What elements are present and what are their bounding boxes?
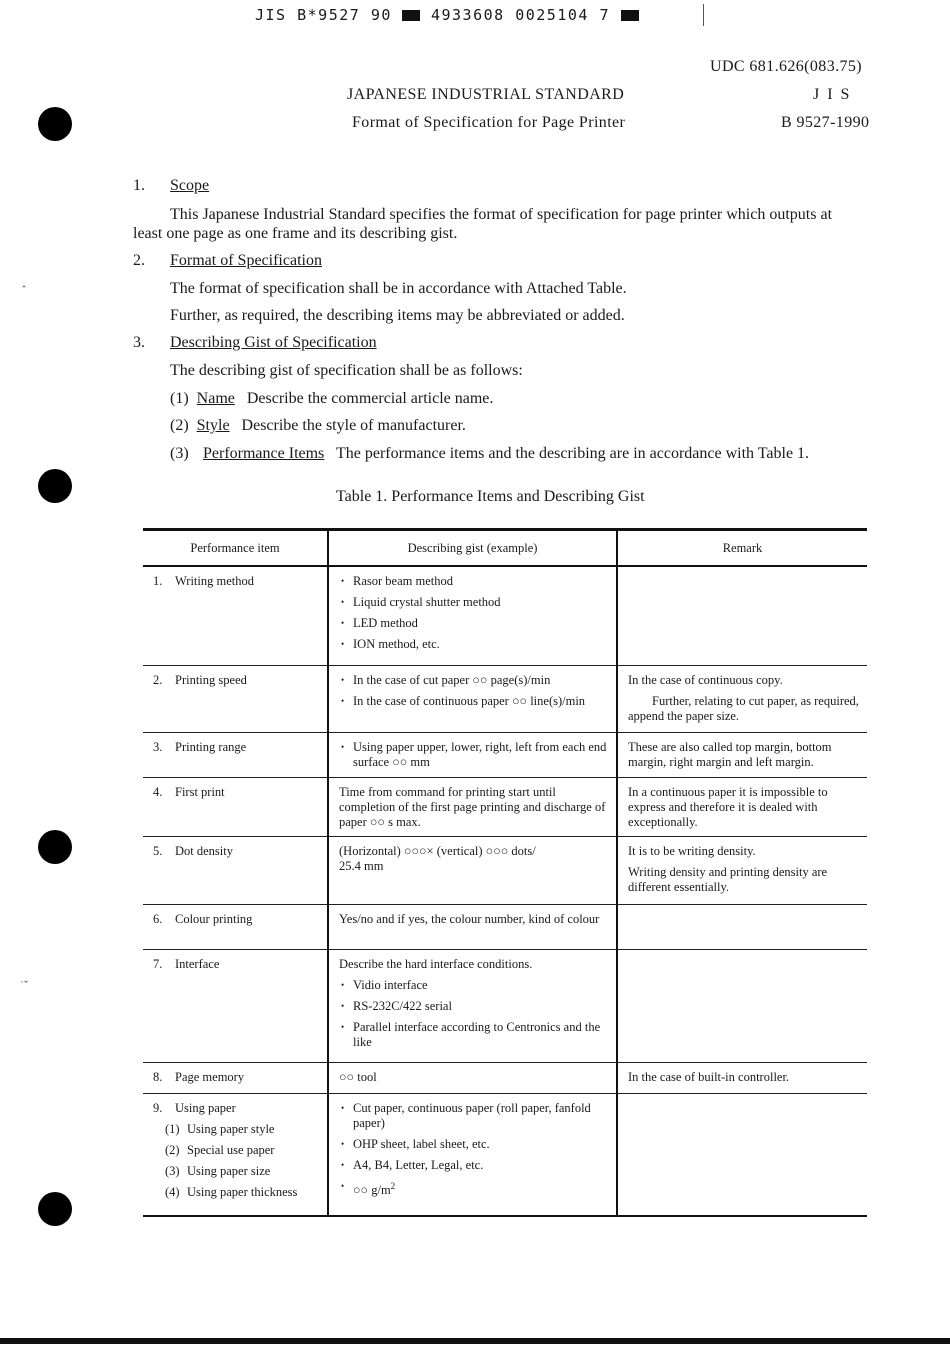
remark-cell: In the case of built-in controller. (617, 1062, 867, 1093)
performance-item-cell: 5. Dot density (143, 836, 328, 904)
standard-title: JAPANESE INDUSTRIAL STANDARD (347, 86, 625, 103)
gist-item-name: (1) Name Describe the commercial article name. (170, 390, 494, 407)
column-header-remark: Remark (617, 530, 867, 567)
format-text: The format of specification shall be in accordance with Attached Table. (170, 280, 627, 297)
column-header-describing-gist: Describing gist (example) (328, 530, 617, 567)
performance-item-cell: 2. Printing speed (143, 665, 328, 732)
performance-item-cell: 4. First print (143, 777, 328, 836)
table-row (143, 566, 867, 665)
jis-label: J I S (813, 86, 852, 103)
scan-mark: ˙ˇ (20, 978, 28, 992)
gist-cell: • Using paper upper, lower, right, left from each end surface ○○ mm (328, 732, 617, 777)
gist-intro-text: The describing gist of specification shall be as follows: (170, 362, 523, 379)
remark-cell: These are also called top margin, bottom margin, right margin and left margin. (617, 732, 867, 777)
section-title-scope: Scope (170, 177, 210, 194)
table-row (143, 732, 867, 777)
punch-hole (38, 1192, 72, 1226)
section-title-format: Format of Specification (170, 252, 322, 269)
gist-cell: • Cut paper, continuous paper (roll paper, fanfold paper) • OHP sheet, label sheet, etc. • A4, B4, Letter, Legal, etc. • ○○ $g/m^2$ (328, 1093, 617, 1216)
scope-text: This Japanese Industrial Standard specifies the format of specification for page printer which outputs at least one page as one frame and its describing gist. (133, 206, 833, 242)
performance-item-cell: 1. Writing method (143, 566, 328, 665)
table-row (143, 665, 867, 732)
remark-cell (617, 904, 867, 949)
remark-cell (617, 566, 867, 665)
table-header-row (143, 530, 867, 567)
punch-hole (38, 107, 72, 141)
performance-table (143, 528, 867, 1217)
gist-item-performance: (3) Performance Items The performance items and the describing are in accordance with Table 1. (170, 445, 810, 462)
gist-cell: • In the case of cut paper ○○ page(s)/min • In the case of continuous paper ○○ line(s)/min (328, 665, 617, 732)
gist-item-style: (2) Style Describe the style of manufacturer. (170, 417, 466, 434)
performance-item-cell: 8. Page memory (143, 1062, 328, 1093)
gist-cell: Describe the hard interface conditions. • Vidio interface • RS-232C/422 serial • Parallel interface according to Centronics and the like (328, 949, 617, 1062)
punch-hole (38, 830, 72, 864)
table-row (143, 949, 867, 1062)
document-code-line: JIS B*9527 90 4933608 0025104 7 (255, 6, 639, 24)
remark-cell: In a continuous paper it is impossible to express and therefore it is dealed with exceptionally. (617, 777, 867, 836)
table-row (143, 904, 867, 949)
table-row (143, 836, 867, 904)
performance-item-cell: 7. Interface (143, 949, 328, 1062)
gist-cell: • Rasor beam method • Liquid crystal shutter method • LED method • ION method, etc. (328, 566, 617, 665)
performance-item-cell: 3. Printing range (143, 732, 328, 777)
performance-item-cell: 9. Using paper (1) Using paper style (2) Special use paper (3) Using paper size (4) Using paper thickness (143, 1093, 328, 1216)
scan-edge-bar (0, 1338, 950, 1344)
table-row (143, 1093, 867, 1216)
table-row (143, 1062, 867, 1093)
standard-number: B 9527-1990 (781, 114, 870, 131)
remark-cell (617, 1093, 867, 1216)
margin-rule (703, 4, 704, 26)
standard-subtitle: Format of Specification for Page Printer (352, 114, 626, 131)
section-number: 3. (133, 334, 145, 351)
scan-mark: ˆ (22, 283, 26, 297)
table-row (143, 777, 867, 836)
section-number: 1. (133, 177, 145, 194)
remark-cell: In the case of continuous copy. Further, relating to cut paper, as required, append the paper size. (617, 665, 867, 732)
gist-cell: (Horizontal) ○○○× (vertical) ○○○ dots/ 25.4 mm (328, 836, 617, 904)
remark-cell: It is to be writing density. Writing density and printing density are different essentially. (617, 836, 867, 904)
column-header-performance-item: Performance item (143, 530, 328, 567)
gist-cell: ○○ tool (328, 1062, 617, 1093)
remark-cell (617, 949, 867, 1062)
udc-code: UDC 681.626(083.75) (710, 58, 863, 75)
punch-hole (38, 469, 72, 503)
gist-cell: Time from command for printing start until completion of the first page printing and discharge of paper ○○ s max. (328, 777, 617, 836)
section-title-gist: Describing Gist of Specification (170, 334, 377, 351)
performance-item-cell: 6. Colour printing (143, 904, 328, 949)
section-number: 2. (133, 252, 145, 269)
table-caption: Table 1. Performance Items and Describing Gist (336, 488, 645, 505)
gist-cell: Yes/no and if yes, the colour number, kind of colour (328, 904, 617, 949)
format-text-2: Further, as required, the describing items may be abbreviated or added. (170, 307, 625, 324)
